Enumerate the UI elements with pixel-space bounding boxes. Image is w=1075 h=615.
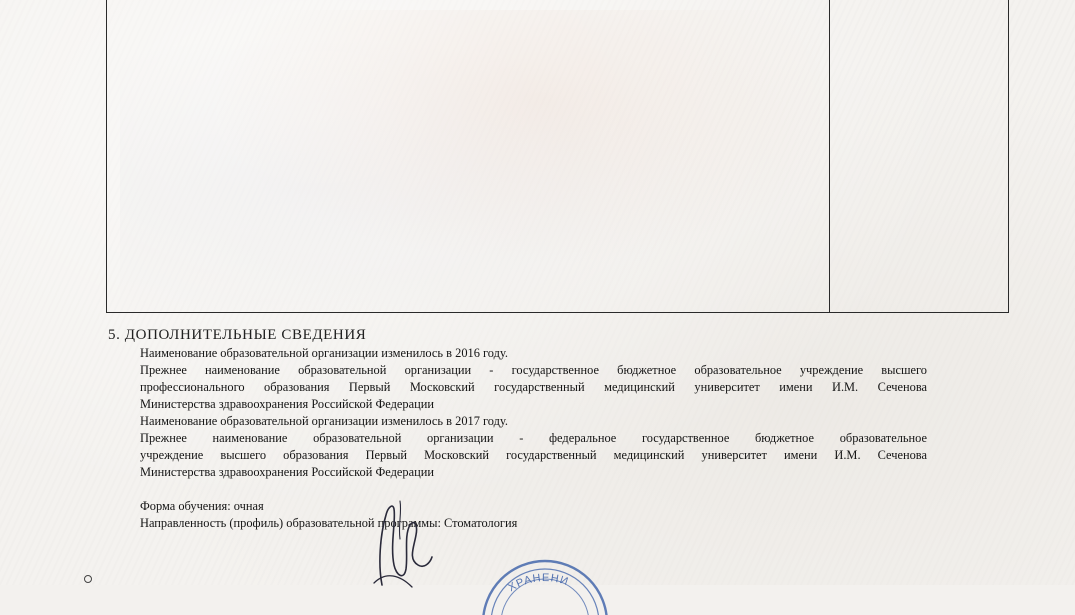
signature-icon [360, 495, 440, 590]
text-line: Министерства здравоохранения Российской Федерации [140, 397, 434, 411]
program-profile: Направленность (профиль) образовательной программы: Стоматология [140, 516, 518, 530]
corner-mark [83, 574, 93, 584]
text-line: Прежнее наименование образовательной организации - федеральное государственное бюджетное образовательное [140, 431, 927, 445]
section-content [140, 345, 927, 532]
text-line: Прежнее наименование образовательной организации - государственное бюджетное образовательное учреждение высшего [140, 363, 927, 377]
text-line: Министерства здравоохранения Российской Федерации [140, 465, 434, 479]
svg-text:ХРАНЕНИ [506, 572, 570, 594]
table-column-divider [829, 0, 830, 313]
text-line: профессионального образования Первый Московский государственный медицинский университет имени И.М. Сеченова [140, 380, 927, 394]
stamp-text: ХРАНЕНИ [506, 572, 571, 595]
stamp-seal-icon [470, 555, 620, 615]
text-line: Наименование образовательной организации изменилось в 2016 году. [140, 346, 508, 360]
study-form: Форма обучения: очная [140, 499, 264, 513]
table-frame [106, 0, 1009, 313]
section-heading: 5. ДОПОЛНИТЕЛЬНЫЕ СВЕДЕНИЯ [108, 327, 367, 343]
text-line: Наименование образовательной организации изменилось в 2017 году. [140, 414, 508, 428]
text-line: учреждение высшего образования Первый Московский государственный медицинский университет имени И.М. Сеченова [140, 448, 927, 462]
